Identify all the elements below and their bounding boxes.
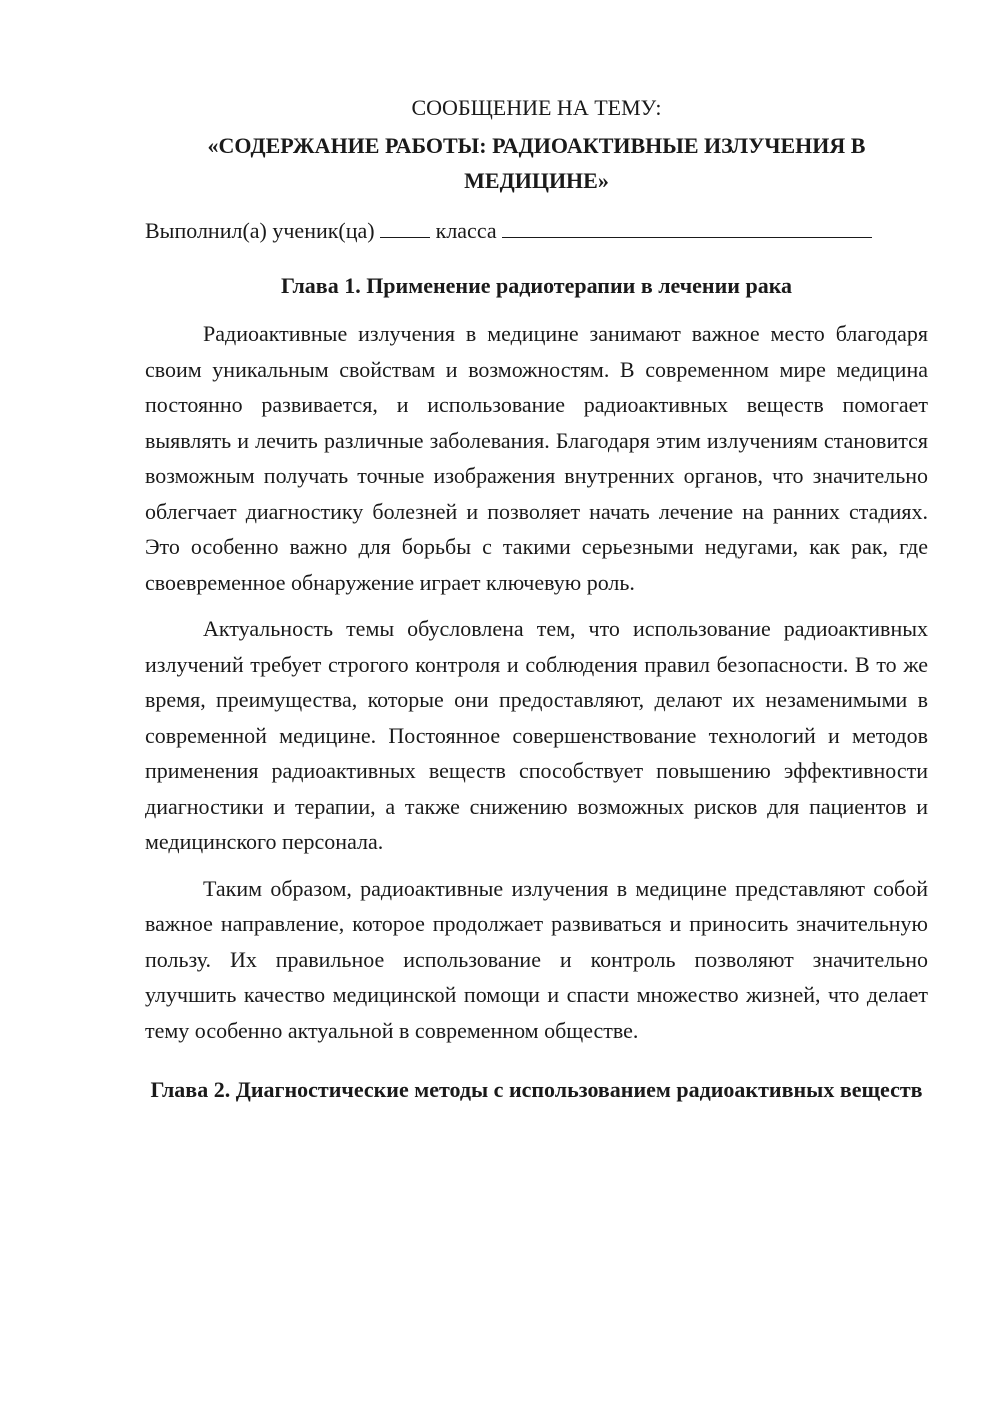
paragraph-1: Радиоактивные излучения в медицине занимают важное место благодаря своим уникальным свойствам и возможностям. В современном мире медицина постоянно развивается, и использование радиоактивных веществ помогает выявлять и лечить различные заболевания. Благодаря этим излучениям становится возможным получать точные изображения внутренних органов, что значительно облегчает диагностику болезней и позволяет начать лечение на ранних стадиях. Это особенно важно для борьбы с такими серьезными недугами, как рак, где своевременное обнаружение играет ключевую роль. — [145, 321, 928, 595]
author-prefix: Выполнил(а) ученик(ца) — [145, 218, 375, 243]
chapter-1-heading: Глава 1. Применение радиотерапии в лечении рака — [280, 273, 793, 298]
document-page — [145, 90, 928, 1107]
grade-blank — [380, 215, 430, 238]
paragraph-2: Актуальность темы обусловлена тем, что использование радиоактивных излучений требует строгого контроля и соблюдения правил безопасности. В то же время, преимущества, которые они предоставляют, делают их незаменимыми в современной медицине. Постоянное совершенствование технологий и методов применения радиоактивных веществ способствует повышению эффективности диагностики и терапии, а также снижению возможных рисков для пациентов и медицинского персонала. — [145, 616, 928, 854]
document-header: СООБЩЕНИЕ НА ТЕМУ: — [411, 95, 662, 120]
document-title: «СОДЕРЖАНИЕ РАБОТЫ: РАДИОАКТИВНЫЕ ИЗЛУЧЕНИЯ В МЕДИЦИНЕ» — [207, 133, 866, 193]
author-class-label: класса — [435, 218, 497, 243]
paragraph-3: Таким образом, радиоактивные излучения в медицине представляют собой важное направление, которое продолжает развиваться и приносить значительную пользу. Их правильное использование и контроль позволяют значительно улучшить качество медицинской помощи и спасти множество жизней, что делает тему особенно актуальной в современном обществе. — [145, 875, 928, 1043]
class-blank — [502, 215, 872, 238]
author-line — [145, 213, 928, 248]
chapter-2-heading: Глава 2. Диагностические методы с использованием радиоактивных веществ — [150, 1077, 923, 1102]
